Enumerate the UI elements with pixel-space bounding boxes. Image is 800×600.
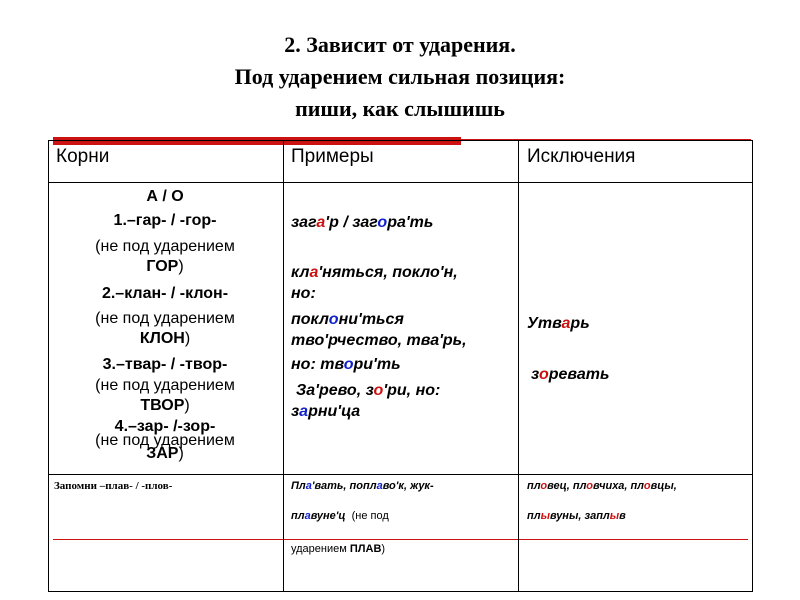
remember-exception-1: пловец, пловчиха, пловцы,: [527, 480, 677, 492]
remember-example-2: плавуне'ц (не под: [291, 510, 389, 522]
root-3: 3.–твар- / -твор-: [102, 356, 228, 373]
title-line-1: 2. Зависит от ударения.: [284, 32, 516, 57]
example-zor: За'рево, зо'ри, но:: [296, 382, 441, 399]
example-tvor: но: твори'ть: [291, 356, 401, 373]
exception-zorevat: зоревать: [531, 366, 610, 383]
root-2-note-end: КЛОН): [139, 330, 191, 347]
red-bottom-line: [53, 539, 748, 540]
title-line-3: пиши, как слышишь: [295, 96, 505, 121]
example-zar: зарни'ца: [291, 403, 361, 420]
root-2-note: (не под ударением: [95, 310, 235, 327]
header-exceptions: Исключения: [527, 146, 636, 167]
header-examples: Примеры: [291, 146, 374, 167]
example-klon: поклони'ться: [291, 311, 404, 328]
root-1: 1.–гар- / -гор-: [113, 212, 217, 229]
remember-example-1: Пла'вать, поплаво'к, жук-: [291, 480, 434, 492]
exception-utvar: Утварь: [527, 315, 590, 332]
remember-exception-2: плывуны, заплыв: [527, 510, 626, 522]
red-accent-bar: [53, 137, 461, 145]
example-klan-but: но:: [291, 285, 316, 302]
root-2: 2.–клан- / -клон-: [101, 285, 229, 302]
header-roots: Корни: [56, 146, 110, 167]
root-vowels: А / О: [146, 188, 184, 205]
remember-example-3: ударением ПЛАВ): [291, 543, 386, 555]
root-3-note: (не под ударением: [95, 377, 235, 394]
example-tvar: тво'рчество, тва'рь,: [291, 332, 467, 349]
example-gar-gor: зага'р / загора'ть: [291, 214, 434, 231]
root-4-note-end: ЗАР): [146, 445, 184, 462]
root-4-note: (не под ударением: [95, 432, 235, 449]
root-4: 4.–зар- /-зор-: [114, 418, 216, 435]
root-1-note: (не под ударением: [95, 238, 235, 255]
example-klan: кла'няться, покло'н,: [291, 264, 458, 281]
root-1-note-end: ГОР): [146, 258, 184, 275]
remember-plav-plov: Запомни –плав- / -плов-: [54, 480, 173, 492]
title-line-2: Под ударением сильная позиция:: [234, 64, 566, 89]
root-3-note-end: ТВОР): [140, 397, 190, 414]
